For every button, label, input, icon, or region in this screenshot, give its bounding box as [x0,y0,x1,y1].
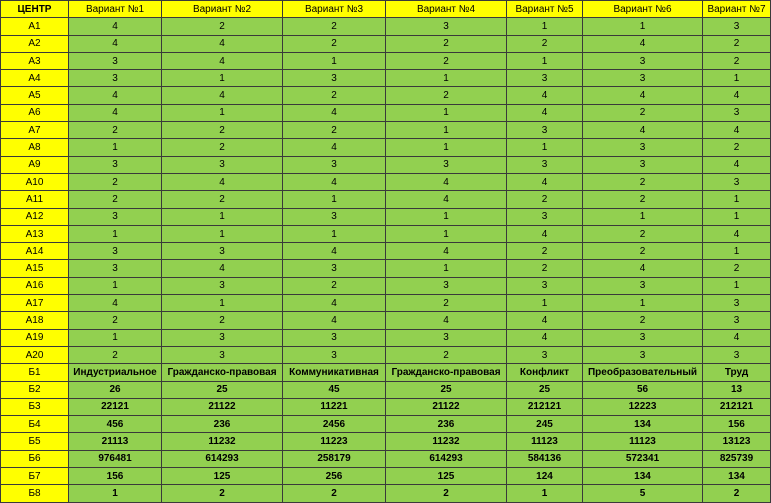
answer-cell: 4 [162,260,283,277]
row-label: А2 [1,35,69,52]
answer-cell: 2 [69,173,162,190]
answer-cell: 3 [162,243,283,260]
answer-cell: 1 [283,52,386,69]
table-row [1,18,771,35]
answer-cell: 1 [69,139,162,156]
answer-cell: 125 [162,468,283,485]
answer-cell: 125 [386,468,507,485]
answer-cell: 2 [386,35,507,52]
answer-cell: 3 [583,139,703,156]
answer-cell: 1 [386,122,507,139]
answer-cell: 4 [703,156,771,173]
answer-cell: 2 [583,312,703,329]
answer-cell: 3 [162,329,283,346]
answer-cell: 4 [162,173,283,190]
answer-cell: 4 [162,52,283,69]
row-label: А11 [1,191,69,208]
answer-cell: 25 [507,381,583,398]
answer-cell: 3 [69,52,162,69]
answer-cell: 3 [583,329,703,346]
table-row [1,485,771,502]
answer-cell: 236 [386,416,507,433]
answer-cell: 2 [583,243,703,260]
answer-cell: 4 [507,173,583,190]
answer-cell: 3 [283,208,386,225]
row-label: А10 [1,173,69,190]
answer-cell: 2 [69,346,162,363]
answer-cell: 1 [162,225,283,242]
answer-cell: 2 [703,485,771,502]
answer-cell: 4 [386,191,507,208]
table-row [1,260,771,277]
answer-cell: 156 [703,416,771,433]
answer-cell: 4 [507,225,583,242]
answer-cell: 3 [583,52,703,69]
row-label: А3 [1,52,69,69]
answer-cell: 4 [703,122,771,139]
row-label: А12 [1,208,69,225]
answer-cell: 2 [507,243,583,260]
answer-cell: 25 [162,381,283,398]
table-row [1,139,771,156]
answer-cell: 1 [507,139,583,156]
row-label: А13 [1,225,69,242]
answer-cell: 3 [703,346,771,363]
row-label: Б3 [1,398,69,415]
answer-cell: 3 [507,156,583,173]
answer-cell: 4 [703,225,771,242]
answer-cell: 3 [386,156,507,173]
corner-header: ЦЕНТР [1,1,69,18]
answer-cell: 2 [703,52,771,69]
answer-cell: 1 [162,104,283,121]
answer-cell: 3 [283,70,386,87]
answer-cell: 11223 [283,433,386,450]
table-row [1,468,771,485]
answer-cell: 2 [69,191,162,208]
answer-cell: 4 [69,104,162,121]
answer-cell: 4 [69,35,162,52]
answer-cell: 1 [703,277,771,294]
table-row [1,381,771,398]
row-label: А5 [1,87,69,104]
answer-cell: 212121 [507,398,583,415]
row-label: Б7 [1,468,69,485]
answer-cell: 236 [162,416,283,433]
answer-cell: 2 [162,139,283,156]
answer-cell: 2 [162,18,283,35]
answer-cell: 976481 [69,450,162,467]
answer-cell: 3 [703,18,771,35]
table-row [1,122,771,139]
answer-cell: 3 [583,277,703,294]
answer-cell: 13 [703,381,771,398]
answer-cell: 2 [583,225,703,242]
answer-cell: 1 [283,225,386,242]
table-row [1,35,771,52]
answer-cell: 4 [69,295,162,312]
answer-cell: Коммуникативная [283,364,386,381]
answer-cell: Конфликт [507,364,583,381]
answer-cell: 4 [162,35,283,52]
answer-cell: 156 [69,468,162,485]
answer-cell: 1 [583,295,703,312]
table-row [1,70,771,87]
answer-cell: 134 [583,468,703,485]
answer-cell: 4 [69,18,162,35]
answer-cell: 11232 [162,433,283,450]
column-header-variant-2: Вариант №2 [162,1,283,18]
answer-cell: 1 [386,225,507,242]
answer-cell: 245 [507,416,583,433]
answer-cell: 21122 [386,398,507,415]
answer-cell: 1 [703,70,771,87]
table-row [1,295,771,312]
answer-cell: 2 [162,191,283,208]
table-row [1,312,771,329]
answer-cell: 1 [386,70,507,87]
answer-cell: 3 [386,18,507,35]
answer-cell: 2 [283,277,386,294]
row-label: А18 [1,312,69,329]
column-header-variant-3: Вариант №3 [283,1,386,18]
answer-cell: 2 [386,346,507,363]
answer-cell: 3 [69,260,162,277]
row-label: А4 [1,70,69,87]
answer-cell: 4 [283,139,386,156]
answer-cell: Труд [703,364,771,381]
answer-cell: 3 [583,70,703,87]
answer-cell: 3 [507,277,583,294]
answer-cell: 21122 [162,398,283,415]
table-row [1,398,771,415]
answer-cell: 4 [283,243,386,260]
row-label: Б8 [1,485,69,502]
table-row [1,364,771,381]
answer-cell: 614293 [162,450,283,467]
answer-cell: 4 [507,329,583,346]
answer-cell: 1 [162,295,283,312]
answer-cell: 1 [69,225,162,242]
answer-cell: 1 [583,208,703,225]
answer-cell: 4 [386,243,507,260]
answer-cell: 12223 [583,398,703,415]
table-row [1,329,771,346]
answer-cell: 2 [583,173,703,190]
answer-cell: 2 [703,139,771,156]
answer-cell: 3 [162,346,283,363]
answer-cell: 2 [69,122,162,139]
answer-cell: 1 [703,208,771,225]
row-label: А14 [1,243,69,260]
answer-cell: 26 [69,381,162,398]
answer-cell: 4 [283,312,386,329]
answer-cell: 2 [162,485,283,502]
table-row [1,104,771,121]
answer-cell: Преобразовательный [583,364,703,381]
answer-cell: 3 [703,312,771,329]
answer-cell: 3 [162,156,283,173]
column-header-variant-7: Вариант №7 [703,1,771,18]
table-row [1,450,771,467]
answer-cell: 11123 [583,433,703,450]
answer-cell: 1 [69,277,162,294]
answer-cell: 2 [507,191,583,208]
answer-cell: 25 [386,381,507,398]
answer-cell: 4 [507,312,583,329]
row-label: А6 [1,104,69,121]
answer-cell: 3 [583,156,703,173]
answer-cell: 2 [283,87,386,104]
answer-cell: 2 [283,485,386,502]
answer-cell: 2 [386,52,507,69]
answer-cell: 2 [69,312,162,329]
answer-cell: 1 [703,243,771,260]
answer-cell: 3 [69,156,162,173]
answer-cell: 258179 [283,450,386,467]
row-label: Б6 [1,450,69,467]
answer-cell: 1 [507,295,583,312]
answer-cell: 3 [507,346,583,363]
answer-cell: 3 [69,70,162,87]
table-row [1,277,771,294]
answer-cell: 56 [583,381,703,398]
answer-cell: Гражданско-правовая [162,364,283,381]
answer-cell: 3 [507,122,583,139]
answer-cell: 4 [283,295,386,312]
answer-cell: 1 [507,18,583,35]
table-row [1,191,771,208]
row-label: А7 [1,122,69,139]
answer-cell: 2 [386,87,507,104]
table-row [1,87,771,104]
answer-cell: 1 [69,329,162,346]
answer-cell: 2 [583,191,703,208]
answer-cell: 2 [507,35,583,52]
answer-cell: 2 [162,122,283,139]
answer-cell: 3 [69,243,162,260]
row-label: А9 [1,156,69,173]
answer-cell: 2456 [283,416,386,433]
answer-cell: 3 [283,156,386,173]
answer-cell: 2 [703,35,771,52]
answer-cell: Индустриальное [69,364,162,381]
answer-cell: 3 [507,70,583,87]
table-row [1,208,771,225]
answer-cell: 1 [507,485,583,502]
answer-cell: 256 [283,468,386,485]
answer-cell: 4 [583,260,703,277]
answer-cell: 2 [507,260,583,277]
answer-cell: 4 [162,87,283,104]
answer-cell: 2 [583,104,703,121]
answer-cell: 13123 [703,433,771,450]
answer-cell: 3 [283,329,386,346]
answer-cell: 1 [507,52,583,69]
row-label: Б4 [1,416,69,433]
table-row [1,156,771,173]
column-header-variant-4: Вариант №4 [386,1,507,18]
answer-cell: 2 [703,260,771,277]
row-label: А1 [1,18,69,35]
answer-cell: 1 [386,208,507,225]
answer-cell: 134 [703,468,771,485]
answer-cell: 5 [583,485,703,502]
header-row [1,1,771,18]
row-label: Б2 [1,381,69,398]
answer-cell: 11221 [283,398,386,415]
answer-cell: 4 [283,104,386,121]
answer-cell: 3 [283,346,386,363]
answer-cell: 3 [703,173,771,190]
answer-cell: 124 [507,468,583,485]
table-row [1,243,771,260]
answer-cell: 3 [703,295,771,312]
answer-cell: 11123 [507,433,583,450]
answer-cell: 2 [283,18,386,35]
answer-cell: 825739 [703,450,771,467]
answer-cell: 3 [703,104,771,121]
answer-cell: 4 [507,87,583,104]
table-body [1,18,771,502]
answer-cell: 2 [162,312,283,329]
answer-cell: 584136 [507,450,583,467]
row-label: А15 [1,260,69,277]
answer-cell: 1 [69,485,162,502]
answer-cell: 3 [583,346,703,363]
answer-cell: 1 [386,260,507,277]
answer-cell: 456 [69,416,162,433]
answer-cell: Гражданско-правовая [386,364,507,381]
table-row [1,52,771,69]
answer-cell: 4 [703,329,771,346]
table-row [1,173,771,190]
answer-cell: 1 [283,191,386,208]
answer-cell: 4 [386,173,507,190]
answer-cell: 3 [386,329,507,346]
answer-cell: 1 [703,191,771,208]
answer-cell: 4 [583,87,703,104]
answer-cell: 212121 [703,398,771,415]
answer-cell: 11232 [386,433,507,450]
row-label: А8 [1,139,69,156]
answer-cell: 21113 [69,433,162,450]
table-row [1,433,771,450]
answer-cell: 1 [162,208,283,225]
answer-cell: 3 [386,277,507,294]
answer-cell: 2 [386,485,507,502]
answer-cell: 3 [162,277,283,294]
table-row [1,346,771,363]
answer-cell: 4 [583,35,703,52]
table-row [1,225,771,242]
answer-cell: 3 [69,208,162,225]
answer-cell: 614293 [386,450,507,467]
answer-cell: 4 [283,173,386,190]
answer-cell: 2 [283,122,386,139]
answer-cell: 572341 [583,450,703,467]
answer-cell: 22121 [69,398,162,415]
answer-cell: 4 [703,87,771,104]
row-label: Б5 [1,433,69,450]
row-label: А19 [1,329,69,346]
answer-cell: 2 [386,295,507,312]
answer-cell: 2 [283,35,386,52]
answer-cell: 1 [162,70,283,87]
answer-cell: 4 [507,104,583,121]
row-label: А20 [1,346,69,363]
answer-cell: 3 [507,208,583,225]
answer-cell: 4 [69,87,162,104]
table-row [1,416,771,433]
answer-cell: 1 [386,104,507,121]
column-header-variant-5: Вариант №5 [507,1,583,18]
row-label: Б1 [1,364,69,381]
answer-cell: 3 [283,260,386,277]
answer-cell: 45 [283,381,386,398]
row-label: А16 [1,277,69,294]
row-label: А17 [1,295,69,312]
column-header-variant-6: Вариант №6 [583,1,703,18]
answer-cell: 1 [386,139,507,156]
answer-cell: 134 [583,416,703,433]
answer-cell: 4 [583,122,703,139]
answer-cell: 1 [583,18,703,35]
answer-cell: 4 [386,312,507,329]
column-header-variant-1: Вариант №1 [69,1,162,18]
